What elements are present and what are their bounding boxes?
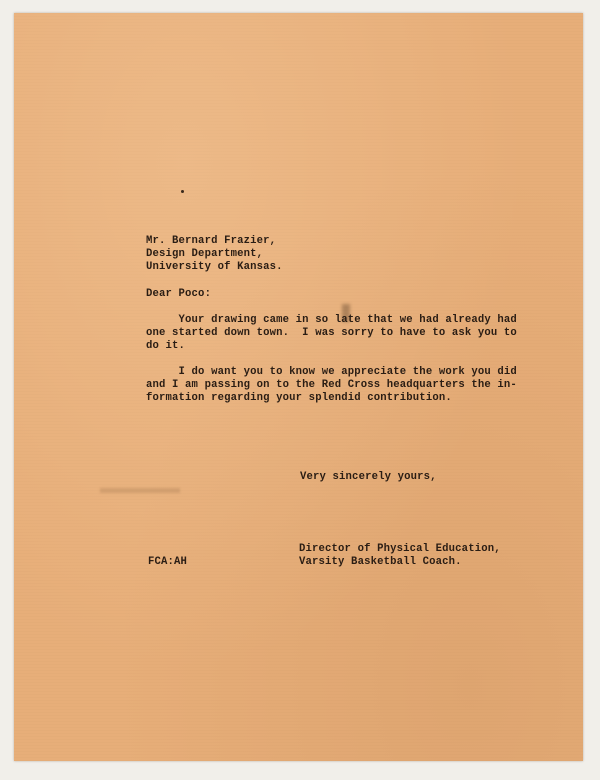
body-paragraph-1-line-1: Your drawing came in so late that we had already had — [146, 314, 517, 326]
address-line-department: Design Department, — [146, 248, 264, 260]
ink-speck — [181, 190, 184, 193]
body-paragraph-2-line-3: formation regarding your splendid contribution. — [146, 392, 452, 404]
salutation: Dear Poco: — [146, 288, 212, 300]
faint-offset-mark — [100, 488, 180, 493]
letter-paper — [14, 13, 583, 761]
complimentary-closing: Very sincerely yours, — [300, 471, 437, 483]
address-line-name: Mr. Bernard Frazier, — [146, 235, 277, 247]
reference-initials: FCA:AH — [148, 556, 188, 568]
signature-title-line-1: Director of Physical Education, — [299, 543, 501, 555]
body-paragraph-2-line-1: I do want you to know we appreciate the work you did — [146, 366, 517, 378]
body-paragraph-1-line-3: do it. — [146, 340, 186, 352]
signature-title-line-2: Varsity Basketball Coach. — [299, 556, 462, 568]
body-paragraph-1-line-2: one started down town. I was sorry to have to ask you to — [146, 327, 517, 339]
body-paragraph-2-line-2: and I am passing on to the Red Cross headquarters the in- — [146, 379, 517, 391]
address-line-university: University of Kansas. — [146, 261, 283, 273]
